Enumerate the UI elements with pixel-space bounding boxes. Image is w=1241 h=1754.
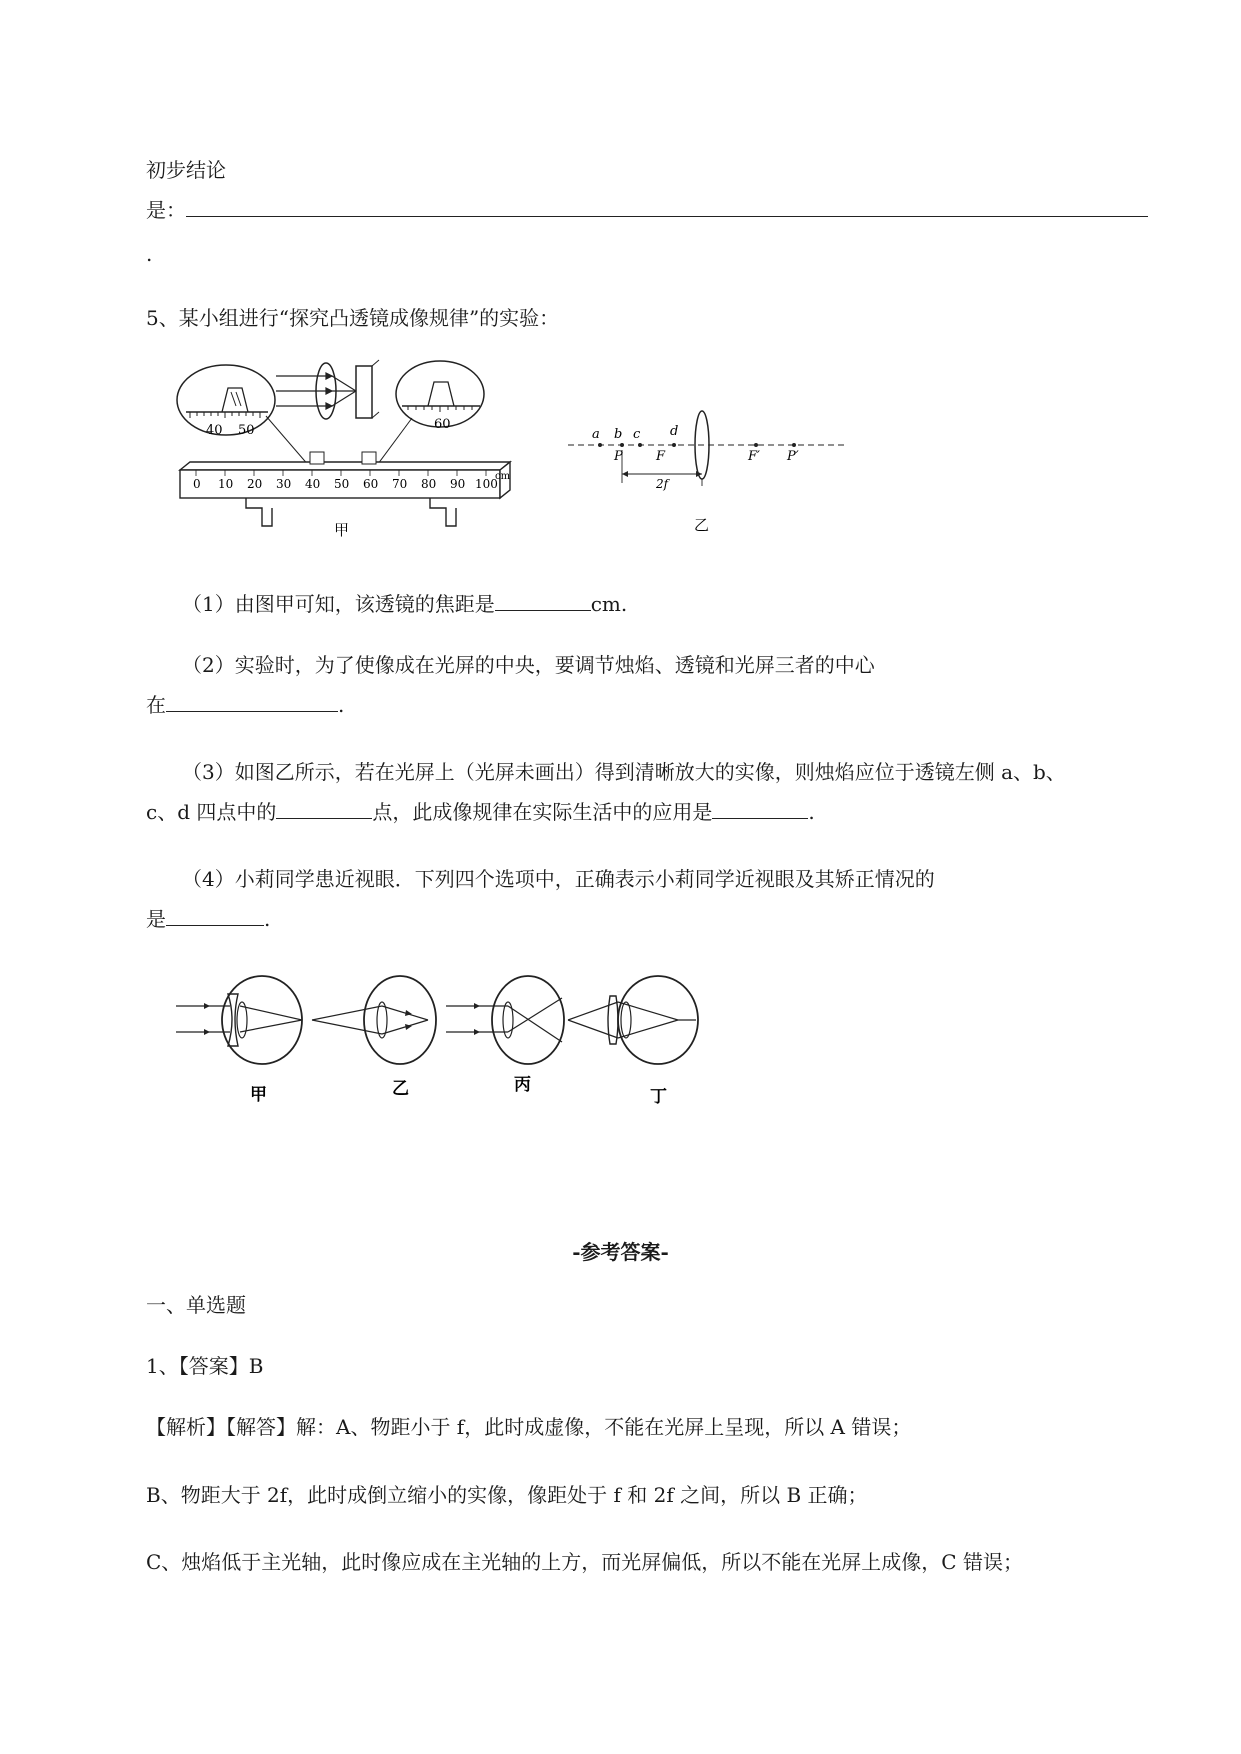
conclusion-line	[146, 196, 1148, 224]
q3-post: .	[808, 800, 815, 824]
q2-pre: 在	[146, 693, 166, 717]
screen-holder	[362, 452, 376, 464]
ruler-tick-10: 10	[218, 477, 234, 491]
label-yi-fig1: 乙	[694, 516, 710, 534]
q3-line1: （3）如图乙所示，若在光屏上（光屏未画出）得到清晰放大的实像，则烛焰应位于透镜左侧 a、b、	[182, 760, 1066, 784]
analysis-line-3: C、烛焰低于主光轴，此时像应成在主光轴的上方，而光屏偏低，所以不能在光屏上成像，C 错误；	[146, 1550, 1023, 1574]
point-b: b	[614, 427, 623, 442]
point-F-prime: F′	[748, 449, 760, 464]
q2-line1: （2）实验时，为了使像成在光屏的中央，要调节烛焰、透镜和光屏三者的中心	[182, 653, 875, 677]
q2-blank[interactable]	[166, 691, 338, 712]
lens-figure	[176, 358, 856, 543]
ruler-tick-70: 70	[392, 477, 408, 491]
q1-text: （1）由图甲可知，该透镜的焦距是	[182, 592, 495, 616]
answer-title: -参考答案-	[572, 1240, 669, 1264]
eye-bing	[446, 976, 564, 1064]
ruler-tick-60: 60	[363, 477, 379, 491]
conclusion-blank[interactable]	[186, 196, 1148, 217]
section-single-choice: 一、单选题	[146, 1293, 246, 1317]
point-F: F	[656, 449, 666, 464]
eye-label-bing: 丙	[514, 1075, 531, 1095]
eye-figure	[170, 966, 730, 1116]
eye-jia	[176, 976, 302, 1064]
point-a: a	[592, 427, 600, 442]
point-P-prime: P′	[787, 449, 799, 464]
ruler-tick-90: 90	[450, 477, 466, 491]
ruler-unit: cm	[495, 471, 511, 482]
point-c: c	[633, 427, 641, 442]
q3-mid: 点，此成像规律在实际生活中的应用是	[372, 800, 713, 824]
q4-pre: 是	[146, 907, 166, 931]
q1-line	[182, 590, 627, 618]
eye-label-jia: 甲	[250, 1085, 267, 1105]
q2-post: .	[338, 693, 345, 717]
point-d: d	[670, 424, 679, 439]
conclusion-head: 初步结论	[146, 158, 226, 182]
ruler-tick-20: 20	[247, 477, 263, 491]
eye-ding	[568, 976, 698, 1064]
ruler-tick-80: 80	[421, 477, 437, 491]
q4-line1: （4）小莉同学患近视眼．下列四个选项中，正确表示小莉同学近视眼及其矫正情况的	[182, 867, 935, 891]
ruler-tick-30: 30	[276, 477, 292, 491]
q4-post: .	[264, 907, 271, 931]
q2-line2	[146, 691, 344, 719]
q4-line2	[146, 905, 270, 933]
q5-title: 5、某小组进行“探究凸透镜成像规律”的实验：	[146, 306, 560, 330]
lens-holder	[310, 452, 324, 464]
eye-yi	[312, 976, 436, 1064]
zoom-bubble-left	[177, 365, 275, 435]
point-P: P	[614, 449, 623, 464]
q3-blank-application[interactable]	[712, 798, 808, 819]
ruler-tick-40: 40	[305, 477, 321, 491]
label-jia-fig1: 甲	[334, 521, 350, 539]
conclusion-period: .	[146, 242, 153, 266]
q3-blank-point[interactable]	[276, 798, 372, 819]
answer-1: 1、【答案】B	[146, 1354, 264, 1378]
q3-line2	[146, 798, 815, 826]
conclusion-is: 是：	[146, 198, 186, 222]
q4-blank[interactable]	[166, 905, 264, 926]
screen-shape	[356, 366, 372, 418]
analysis-line-1: 【解析】【解答】解：A、物距小于 f，此时成虚像，不能在光屏上呈现，所以 A 错误；	[146, 1415, 912, 1439]
ruler-tick-50: 50	[334, 477, 350, 491]
q1-blank[interactable]	[495, 590, 591, 611]
q3-pre: c、d 四点中的	[146, 800, 277, 824]
analysis-line-2: B、物距大于 2f，此时成倒立缩小的实像，像距处于 f 和 2f 之间，所以 B 正确；	[146, 1483, 868, 1507]
zoom-right-tick-60: 60	[434, 417, 451, 432]
eye-label-ding: 丁	[650, 1087, 667, 1107]
ruler-tick-0: 0	[193, 477, 201, 491]
ruler-tick-100: 100	[475, 477, 498, 491]
zoom-left-tick-40: 40	[206, 423, 223, 438]
zoom-left-tick-50: 50	[238, 423, 255, 438]
q1-unit: cm.	[590, 592, 628, 616]
distance-2f: 2f	[656, 477, 669, 491]
eye-label-yi: 乙	[392, 1079, 409, 1099]
